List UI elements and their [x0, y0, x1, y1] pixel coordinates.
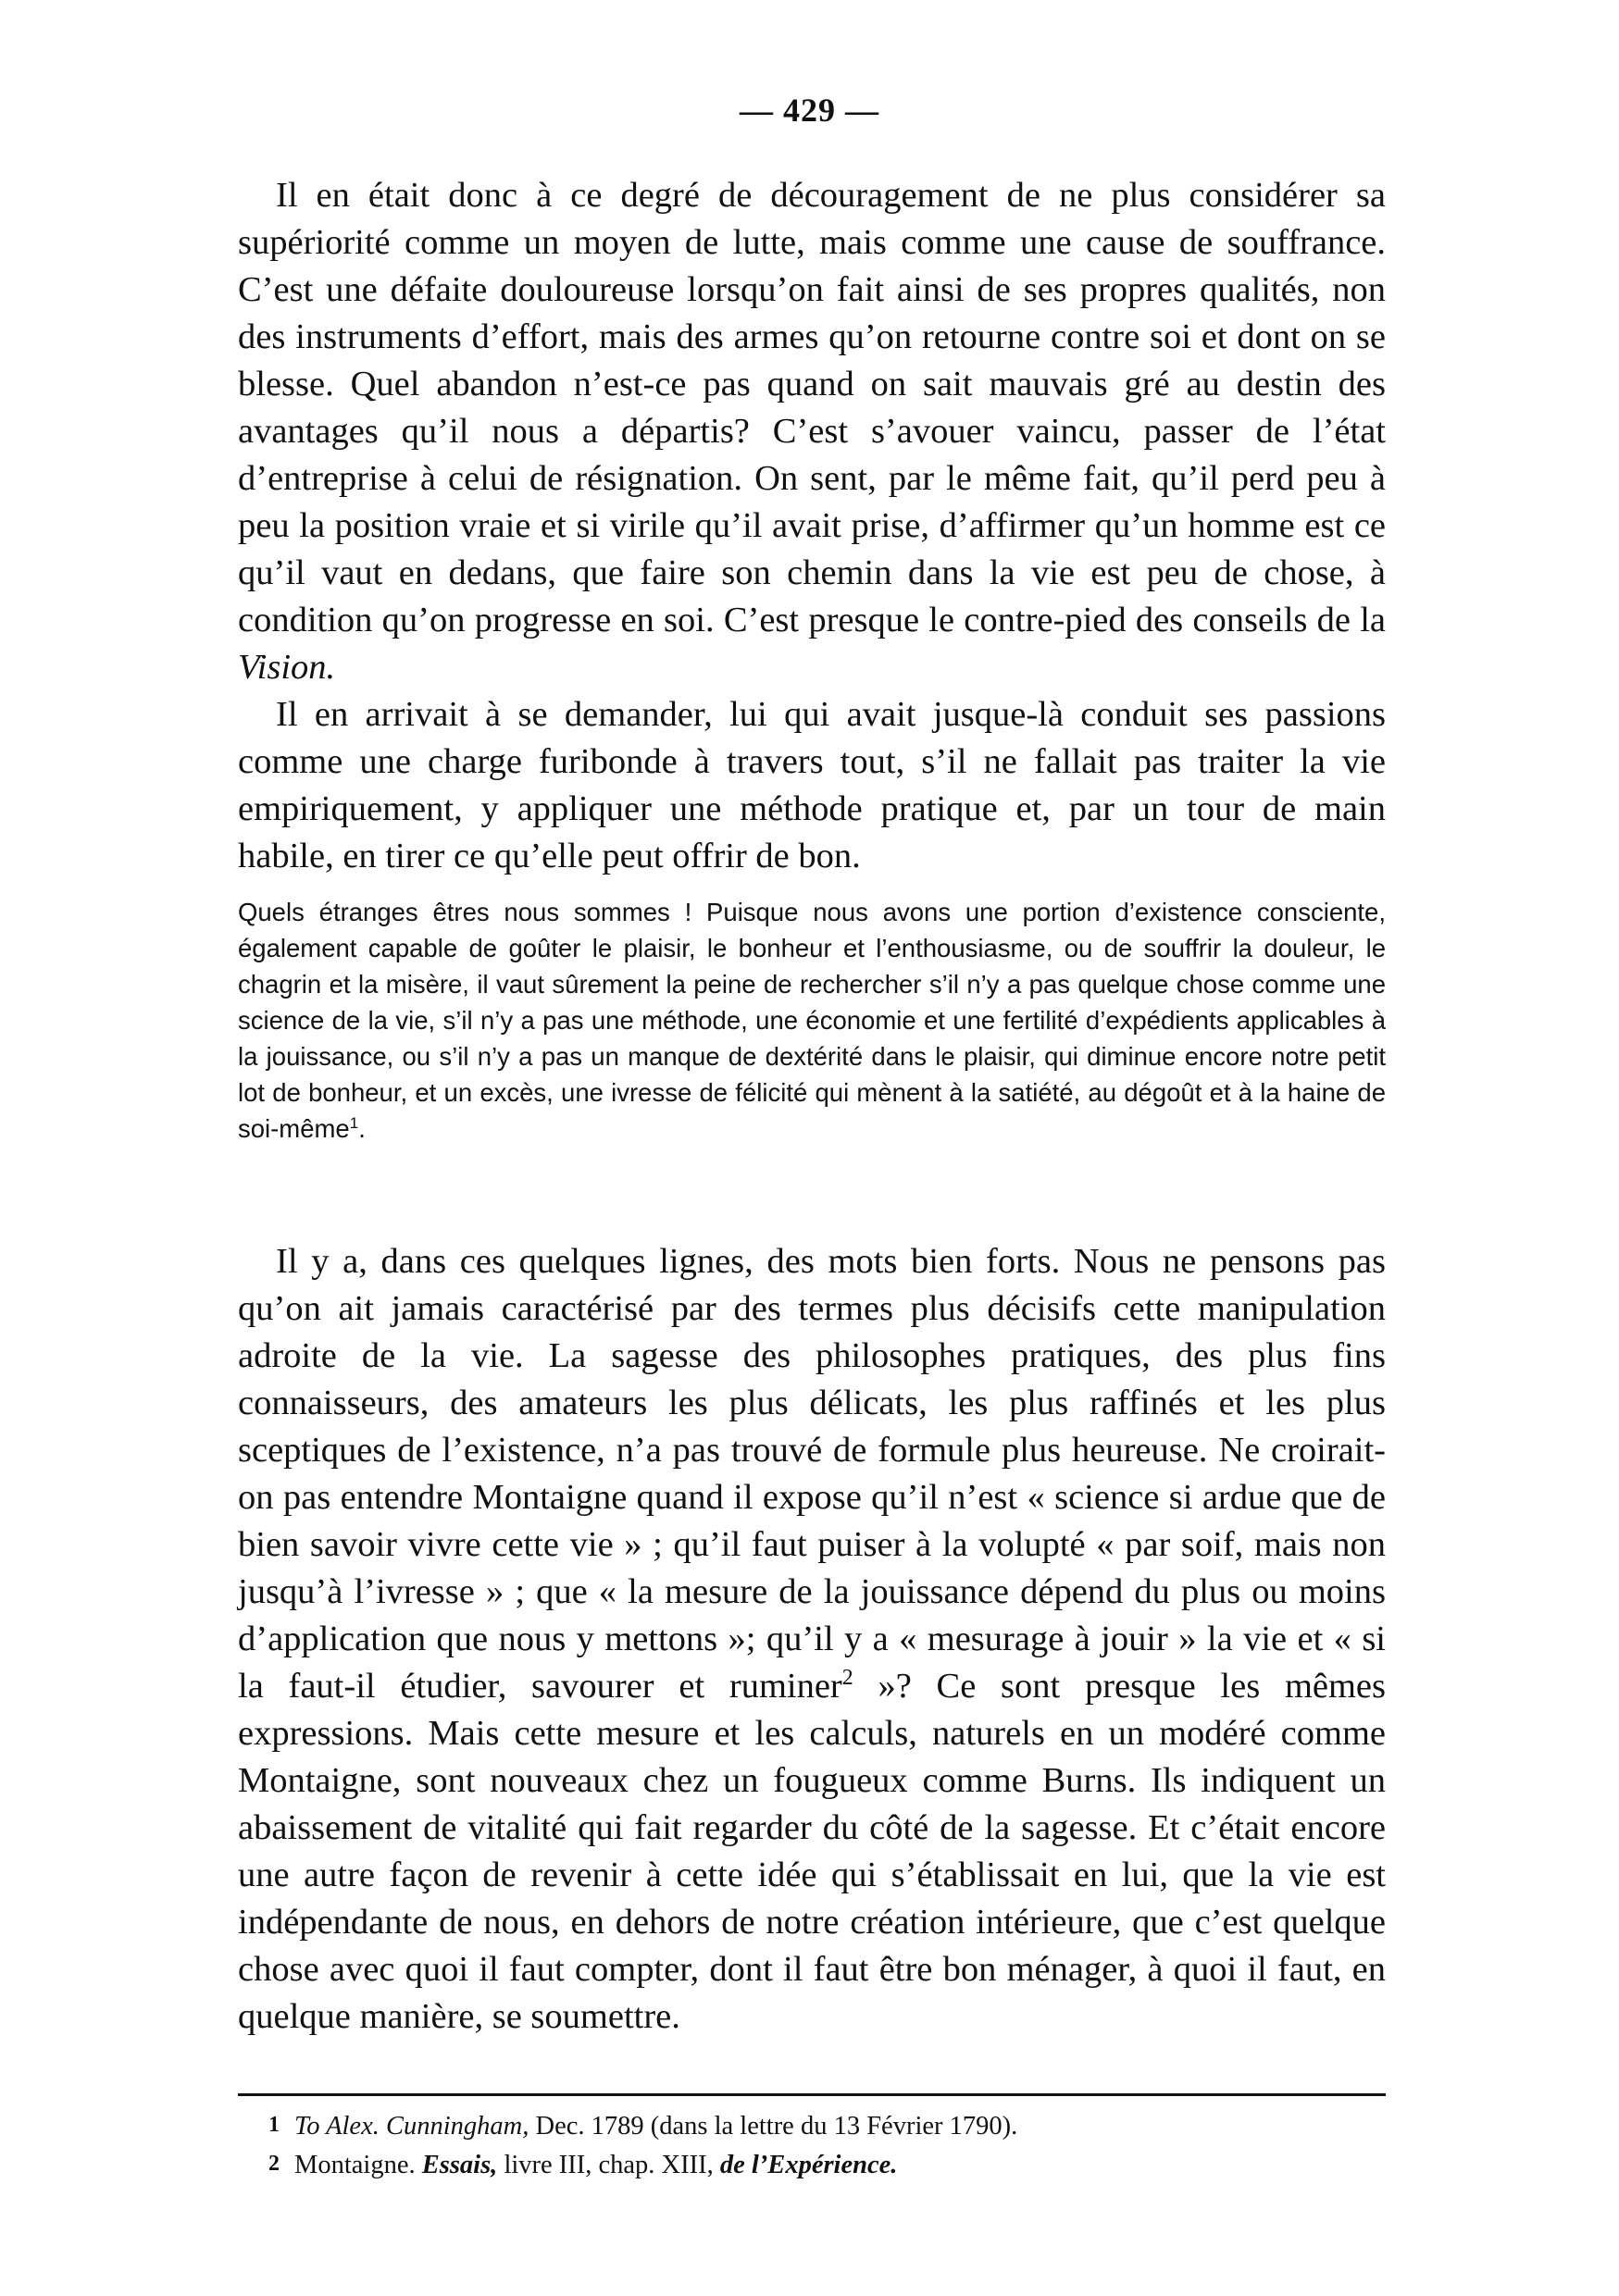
paragraph-3 — [238, 1238, 1386, 2041]
page-number: — 429 — — [740, 92, 879, 129]
block-quote — [238, 894, 1386, 1147]
paragraph-3-part-1: Il y a, dans ces quelques lignes, des mots bien forts. Nous ne pensons pas qu’on ait jamais caractérisé par des termes plus décisifs cette manipulation adroite de la vie. La sagesse des philosophes pratiques, des plus fins connaisseurs, des amateurs les plus délicats, les plus raffinés et les plus sceptiques de l’existence, n’a pas trouvé de formule plus heureuse. Ne croirait-on pas entendre Montaigne quand il expose qu’il n’est « science si ardue que de bien savoir vivre cette vie » ; qu’il faut puiser à la volupté « par soif, mais non jusqu’à l’ivresse » ; que « la mesure de la jouissance dépend du plus ou moins d’application que nous y mettons »; qu’il y a « mesurage à jouir » la vie et « si la faut-il étudier, savourer et ruminer — [238, 1242, 1386, 1706]
paragraph-3-part-2: »? Ce sont presque les mêmes expressions. Mais cette mesure et les calculs, naturels en un modéré comme Montaigne, sont nouveaux chez un fougueux comme Burns. Ils indiquent un abaissement de vitalité qui fait regarder du côté de la sagesse. Et c’était encore une autre façon de revenir à cette idée qui s’établissait en lui, que la vie est indépendante de nous, en dehors de notre création intérieure, que c’est quelque chose avec quoi il faut compter, dont il faut être bon ménager, à quoi il faut, en quelque manière, se soumettre. — [238, 1667, 1386, 2036]
footnote-divider — [238, 2093, 1386, 2096]
paragraph-2: Il en arrivait à se demander, lui qui avait jusque-là conduit ses passions comme une charge furibonde à travers tout, s’il ne fallait pas traiter la vie empiriquement, y appliquer une méthode pratique et, par un tour de main habile, en tirer ce qu’elle peut offrir de bon. — [238, 695, 1386, 875]
footnote-2-work: Essais, — [421, 2151, 498, 2179]
footnote-2-author: Montaigne. — [294, 2151, 416, 2179]
vision-title: Vision. — [238, 648, 336, 687]
footnote-1 — [268, 2106, 1379, 2145]
footnote-2-chapter: de l’Expérience. — [719, 2151, 898, 2179]
footnote-2-text: livre III, chap. XIII, — [497, 2151, 720, 2179]
block-quote-end: . — [358, 1114, 366, 1143]
footnote-ref-1[interactable]: 1 — [349, 1113, 359, 1132]
main-text-block-1 — [238, 172, 1386, 880]
footnote-1-marker: 1 — [268, 2113, 280, 2137]
footnote-ref-2[interactable]: 2 — [841, 1666, 853, 1691]
footnote-2-marker: 2 — [268, 2152, 280, 2176]
block-quote-text: Quels étranges êtres nous sommes ! Puisque nous avons une portion d’existence consciente, également capable de goûter le plaisir, le bonheur et l’enthousiasme, ou de souffrir la douleur, le chagrin et la misère, il vaut sûrement la peine de rechercher s’il n’y a pas quelque chose comme une science de la vie, s’il n’y a pas une méthode, une économie et une fertilité d’expédients applicables à la jouissance, ou s’il n’y a pas un manque de dextérité dans le plaisir, qui diminue encore notre petit lot de bonheur, et un excès, une ivresse de félicité qui mènent à la satiété, au dégoût et à la haine de soi-même — [238, 898, 1386, 1143]
paragraph-1 — [238, 172, 1386, 691]
footnotes — [268, 2106, 1379, 2184]
footnote-1-text: Dec. 1789 (dans la lettre du 13 Février 1790). — [529, 2112, 1018, 2141]
footnote-2 — [268, 2145, 1379, 2184]
footnote-1-title: To Alex. Cunningham, — [294, 2112, 529, 2141]
paragraph-1-text: Il en était donc à ce degré de découragement de ne plus considérer sa supériorité comme un moyen de lutte, mais comme une cause de souffrance. C’est une défaite douloureuse lorsqu’on fait ainsi de ses propres qualités, non des instruments d’effort, mais des armes qu’on retourne contre soi et dont on se blesse. Quel abandon n’est-ce pas quand on sait mauvais gré au destin des avantages qu’il nous a départis? C’est s’avouer vaincu, passer de l’état d’entreprise à celui de résignation. On sent, par le même fait, qu’il perd peu à peu la position vraie et si virile qu’il avait prise, d’affirmer qu’un homme est ce qu’il vaut en dedans, que faire son chemin dans la vie est peu de chose, à condition qu’on progresse en soi. C’est presque le contre-pied des conseils de la — [238, 176, 1386, 639]
main-text-block-2 — [238, 1238, 1386, 2041]
